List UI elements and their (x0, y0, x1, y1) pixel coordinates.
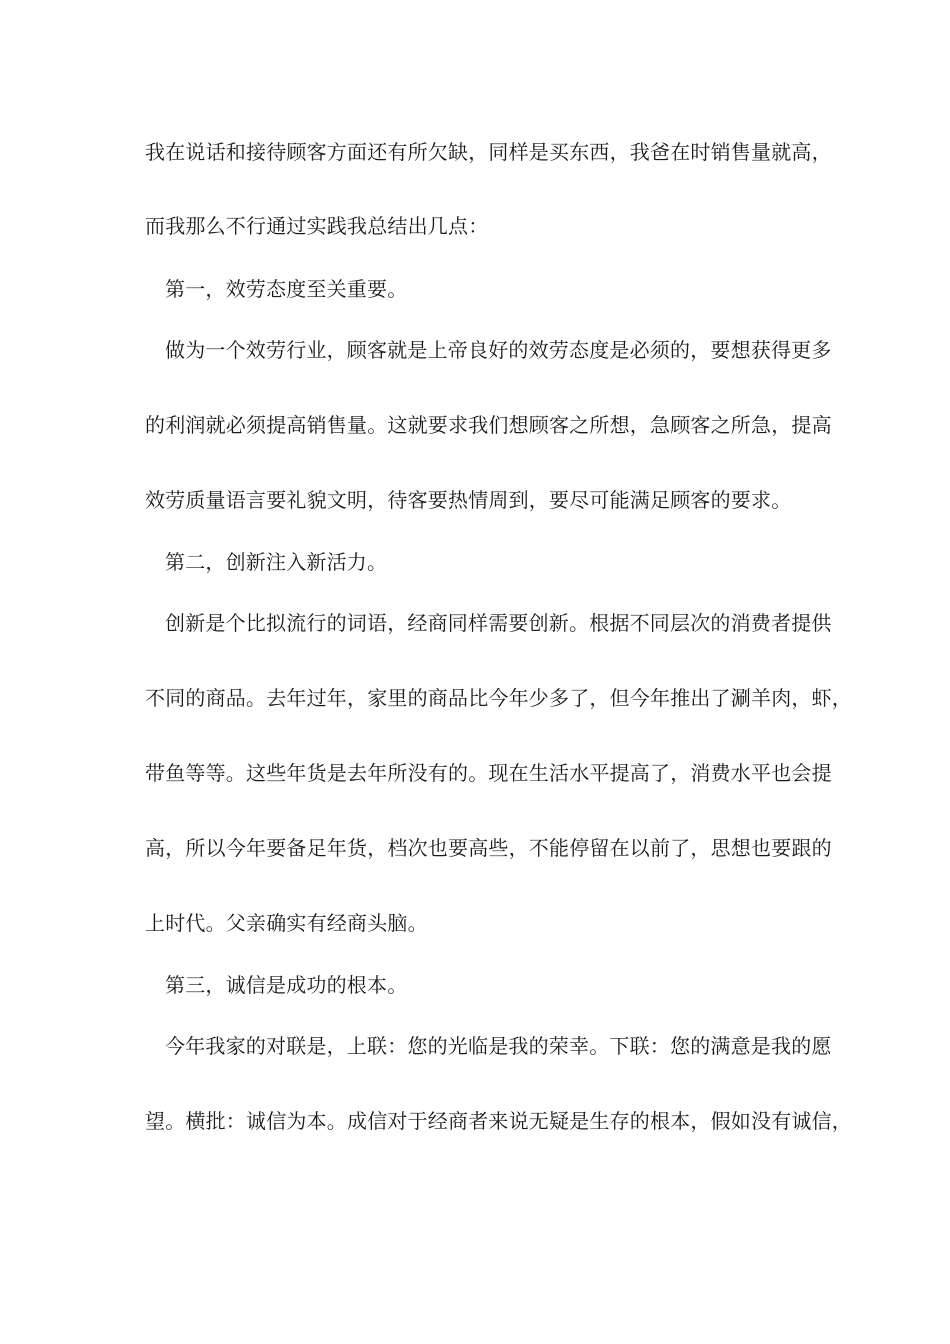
section-heading-1: 第一，效劳态度至关重要。 (165, 277, 408, 301)
paragraph-line: 创新是个比拟流行的词语，经商同样需要创新。根据不同层次的消费者提供 (165, 611, 832, 635)
paragraph-line: 望。横批：诚信为本。成信对于经商者来说无疑是生存的根本，假如没有诚信， (145, 1109, 852, 1133)
paragraph-line: 不同的商品。去年过年，家里的商品比今年少多了，但今年推出了涮羊肉，虾， (145, 686, 852, 710)
paragraph-line: 效劳质量语言要礼貌文明，待客要热情周到，要尽可能满足顾客的要求。 (145, 488, 792, 512)
paragraph-line: 做为一个效劳行业，顾客就是上帝良好的效劳态度是必须的，要想获得更多 (165, 338, 832, 362)
section-heading-3: 第三，诚信是成功的根本。 (165, 973, 408, 997)
paragraph-line: 今年我家的对联是，上联：您的光临是我的荣幸。下联：您的满意是我的愿 (165, 1034, 832, 1058)
section-heading-2: 第二，创新注入新活力。 (165, 550, 388, 574)
paragraph-line: 高，所以今年要备足年货，档次也要高些，不能停留在以前了，思想也要跟的 (145, 836, 832, 860)
text-line: 而我那么不行通过实践我总结出几点： (145, 214, 489, 238)
paragraph-line: 的利润就必须提高销售量。这就要求我们想顾客之所想，急顾客之所急，提高 (145, 413, 832, 437)
paragraph-line: 带鱼等等。这些年货是去年所没有的。现在生活水平提高了，消费水平也会提 (145, 761, 832, 785)
paragraph-line: 上时代。父亲确实有经商头脑。 (145, 911, 428, 935)
text-line: 我在说话和接待顾客方面还有所欠缺，同样是买东西，我爸在时销售量就高， (145, 140, 832, 164)
